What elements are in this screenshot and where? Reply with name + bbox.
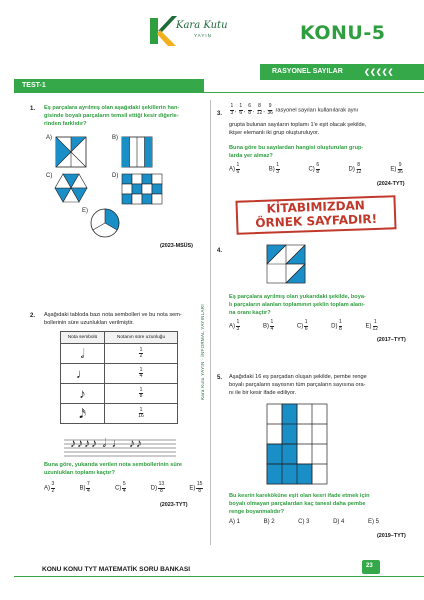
q5-option-c[interactable]: C) 3 [298,519,310,525]
q1-source: (2023-MSÜS) [160,243,193,249]
chevrons-icon: ❮❮❮❮❮ [364,69,394,76]
note-symbol: 𝅗𝅥 [61,344,105,364]
q1-figure-c [54,172,88,204]
side-watermark: Kara Kutu YAYIN · İNFORMAL YAYINLARI [200,304,205,400]
staff-notes: ♪♪♪♪ 𝅗𝅥 ♩ ♪♪ [70,436,143,450]
q5-text: Aşağıdaki 16 eş parçadan oluşan şekilde, pembe renge boyalı parçaların sayısının tüm parçaların sayısına ora- nı ile bir kesir ifade ediliyor. [229,374,367,396]
q3-option-c[interactable]: C) $\frac{6}{8}$ [308,162,320,175]
note-col-header: Nota sembolü [61,332,105,344]
q3-number: 3. [217,111,223,117]
q5-source: (2019–TYT) [377,533,406,539]
q2-option-e[interactable]: E) $\frac{15}{8}$ [189,481,203,494]
footer-divider [14,576,424,577]
q4-option-d[interactable]: D) $\frac{1}{8}$ [331,319,342,332]
q3-intro: $\frac{1}{3}$ , $\frac{1}{6}$ , $\frac{6}{8}$ , $\frac{8}{12}$ , $\frac{9}{36}$ rasyonel sayıları kullanılarak aynı [230,103,359,116]
q5-option-d[interactable]: D) 4 [333,519,345,525]
q4-source: (2017–TYT) [377,337,406,343]
sample-page-stamp: KİTABIMIZDAN ÖRNEK SAYFADIR! [235,195,396,235]
q1-figure-a [55,136,87,168]
q1-label-b: B) [112,135,118,141]
section-title: RASYONEL SAYILAR [272,68,343,75]
q4-option-a[interactable]: A) $\frac{1}{3}$ [229,319,240,332]
q5-grid-figure [266,403,328,485]
q1-label-a: A) [46,135,52,141]
q4-number: 4. [217,248,223,254]
q5-number: 5. [217,375,223,381]
brand-logo-icon [148,14,178,48]
q2-question: Buna göre, yukarıda verilen nota sembollerinin süre uzunlukları toplamı kaçtır? [44,462,183,476]
brand-sub: YAYIN [194,33,212,38]
q3-option-e[interactable]: E) $\frac{9}{36}$ [390,162,403,175]
q3-text: grupta bulunan sayıların toplamı 1'e eşit olacak şekilde, ikişer elemanlı iki grup oluşturuluyor. [229,122,367,136]
test-label: TEST-1 [22,82,46,89]
q2-options [44,482,204,494]
q1-figure-e [90,208,120,238]
q3-question: Buna göre bu sayılardan hangisi oluşturulan grup- larda yer almaz? [229,145,364,159]
q3-options [229,163,404,175]
q1-text: Eş parçalara ayrılmış olan aşağıdaki şekillerin han- gisinde boyalı parçaların temsil ettiği kesir diğerle- rinden farklıdır? [44,105,180,127]
duration-value: $\frac{1}{8}$ [139,386,143,399]
q3-option-a[interactable]: A) $\frac{1}{6}$ [229,162,240,175]
q4-figure [266,244,306,284]
q1-label-d: D) [112,173,119,179]
q5-option-a[interactable]: A) 1 [229,519,241,525]
duration-value: $\frac{1}{4}$ [139,366,143,379]
q3-option-d[interactable]: D) $\frac{8}{12}$ [348,162,362,175]
q2-number: 2. [30,313,36,319]
duration-value: $\frac{1}{16}$ [138,406,144,419]
page-number: 23 [366,563,373,569]
q2-source: (2023-TYT) [160,502,188,508]
q4-options [229,320,379,332]
q4-option-c[interactable]: C) $\frac{1}{6}$ [296,319,308,332]
q2-option-a[interactable]: A) $\frac{3}{2}$ [44,481,55,494]
q5-options [229,519,379,525]
q1-figure-d [121,173,163,205]
footer-title: KONU KONU TYT MATEMATİK SORU BANKASI [42,566,191,573]
duration-col-header: Notanın süre uzunluğu [105,332,178,344]
q1-figure-b [121,136,153,168]
brand-name: Kara Kutu [176,20,228,31]
q3-source: (2024-TYT) [377,181,405,187]
q3-option-b[interactable]: B) $\frac{1}{3}$ [268,162,280,175]
q4-option-b[interactable]: B) $\frac{1}{4}$ [262,319,274,332]
q4-option-e[interactable]: E) $\frac{1}{12}$ [365,319,378,332]
q1-label-c: C) [46,173,53,179]
q5-option-e[interactable]: E) 5 [367,519,379,525]
q2-option-b[interactable]: B) $\frac{7}{4}$ [79,481,90,494]
q2-option-d[interactable]: D) $\frac{13}{8}$ [150,481,165,494]
duration-value: $\frac{1}{2}$ [139,346,143,359]
q1-number: 1. [30,106,36,112]
q1-label-e: E) [82,208,88,214]
q2-text: Aşağıdaki tabloda bazı nota sembolleri ve bu nota sem- bollerinin süre uzunlukları verilmiştir. [44,312,182,326]
note-symbol: 𝅘𝅥𝅯 [61,404,105,424]
note-table [60,331,178,424]
q2-option-c[interactable]: C) $\frac{5}{4}$ [114,481,126,494]
q4-question: Eş parçalara ayrılmış olan yukarıdaki şekilde, boya- lı parçaların alanları toplamının şeklin toplam alanı- na oranı kaçtır? [229,294,366,316]
topic-heading: KONU-5 [300,22,386,44]
note-symbol: ♪ [61,384,105,404]
q5-question: Bu kesrin kareköküne eşit olan kesri ifade etmek için boyalı olmayan parçalardan kaç tanesi daha pembe renge boyanmalıdır? [229,493,370,515]
note-symbol: ♩ [61,364,105,384]
q5-option-b[interactable]: B) 2 [263,519,275,525]
header-divider [14,92,424,93]
